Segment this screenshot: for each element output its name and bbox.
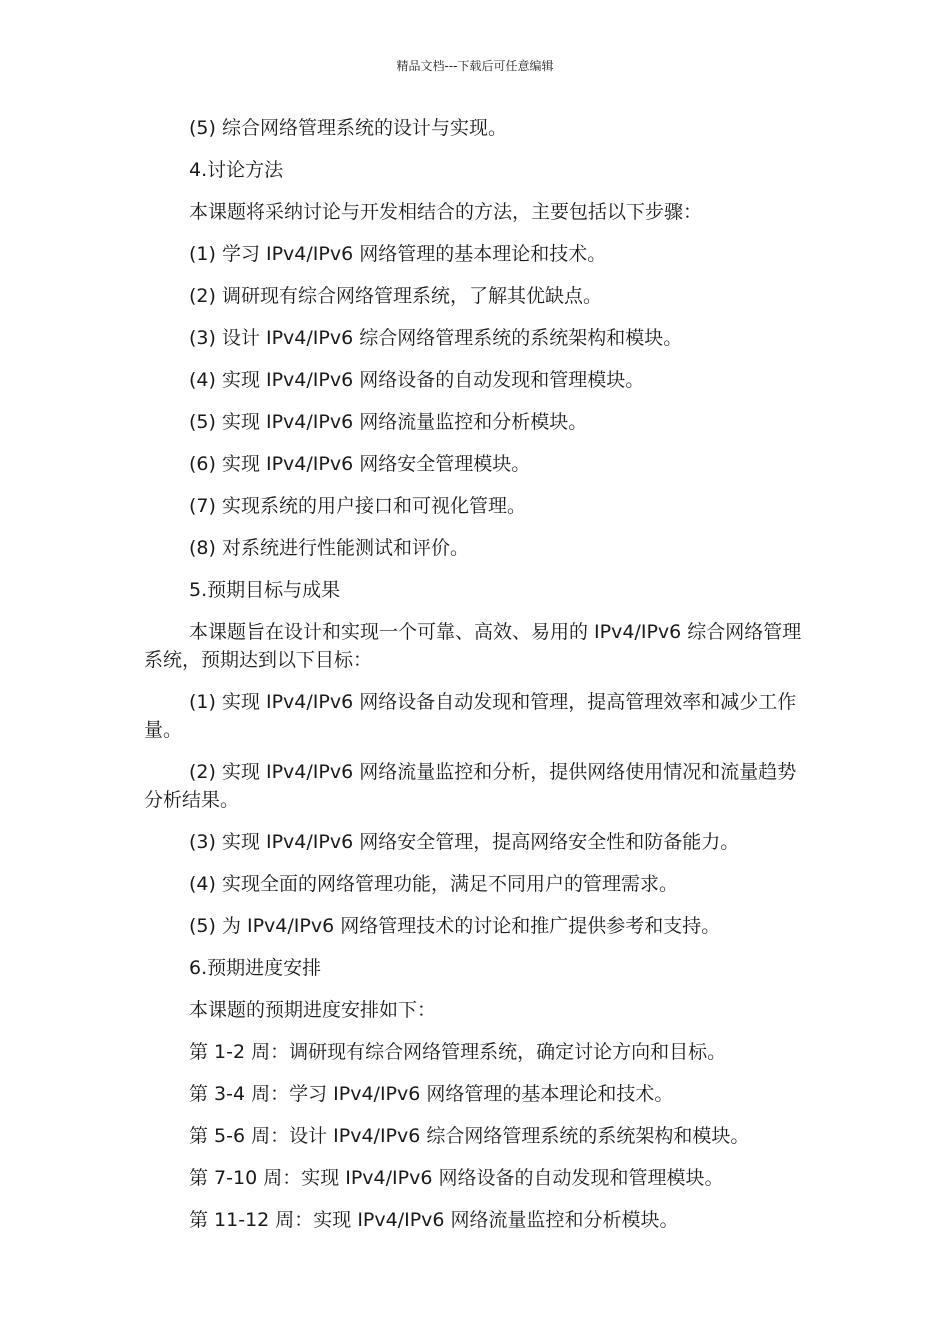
schedule-item: 第 1-2 周：调研现有综合网络管理系统，确定讨论方向和目标。 bbox=[189, 1041, 727, 1063]
list-item: (5) 实现 IPv4/IPv6 网络流量监控和分析模块。 bbox=[189, 411, 588, 433]
schedule-item: 第 11-12 周：实现 IPv4/IPv6 网络流量监控和分析模块。 bbox=[189, 1209, 679, 1231]
paragraph: 本课题将采纳讨论与开发相结合的方法，主要包括以下步骤： bbox=[189, 201, 703, 223]
section-heading: 4.讨论方法 bbox=[189, 159, 284, 181]
list-item: (7) 实现系统的用户接口和可视化管理。 bbox=[189, 495, 526, 517]
paragraph: 本课题的预期进度安排如下： bbox=[189, 999, 437, 1021]
section-heading: 5.预期目标与成果 bbox=[189, 579, 341, 601]
list-item: (4) 实现全面的网络管理功能，满足不同用户的管理需求。 bbox=[189, 873, 678, 895]
list-item: (1) 学习 IPv4/IPv6 网络管理的基本理论和技术。 bbox=[189, 243, 607, 265]
page-header: 精品文档---下载后可任意编辑 bbox=[396, 59, 554, 73]
list-item: (5) 为 IPv4/IPv6 网络管理技术的讨论和推广提供参考和支持。 bbox=[189, 915, 721, 937]
schedule-item: 第 5-6 周：设计 IPv4/IPv6 综合网络管理系统的系统架构和模块。 bbox=[189, 1125, 750, 1147]
schedule-item: 第 3-4 周：学习 IPv4/IPv6 网络管理的基本理论和技术。 bbox=[189, 1083, 674, 1105]
list-item: (2) 实现 IPv4/IPv6 网络流量监控和分析，提供网络使用情况和流量趋势分析结果。 bbox=[144, 761, 797, 811]
list-item: (6) 实现 IPv4/IPv6 网络安全管理模块。 bbox=[189, 453, 531, 475]
list-item: (8) 对系统进行性能测试和评价。 bbox=[189, 537, 469, 559]
schedule-item: 第 7-10 周：实现 IPv4/IPv6 网络设备的自动发现和管理模块。 bbox=[189, 1167, 724, 1189]
paragraph: 本课题旨在设计和实现一个可靠、高效、易用的 IPv4/IPv6 综合网络管理系统，预期达到以下目标： bbox=[144, 621, 802, 671]
list-item: (2) 调研现有综合网络管理系统，了解其优缺点。 bbox=[189, 285, 602, 307]
document-body bbox=[144, 114, 809, 1248]
list-item: (3) 设计 IPv4/IPv6 综合网络管理系统的系统架构和模块。 bbox=[189, 327, 683, 349]
section-heading: 6.预期进度安排 bbox=[189, 957, 322, 979]
list-item: (1) 实现 IPv4/IPv6 网络设备自动发现和管理，提高管理效率和减少工作量。 bbox=[144, 691, 797, 741]
list-item: (4) 实现 IPv4/IPv6 网络设备的自动发现和管理模块。 bbox=[189, 369, 645, 391]
paragraph: (5) 综合网络管理系统的设计与实现。 bbox=[189, 117, 507, 139]
list-item: (3) 实现 IPv4/IPv6 网络安全管理，提高网络安全性和防备能力。 bbox=[189, 831, 740, 853]
